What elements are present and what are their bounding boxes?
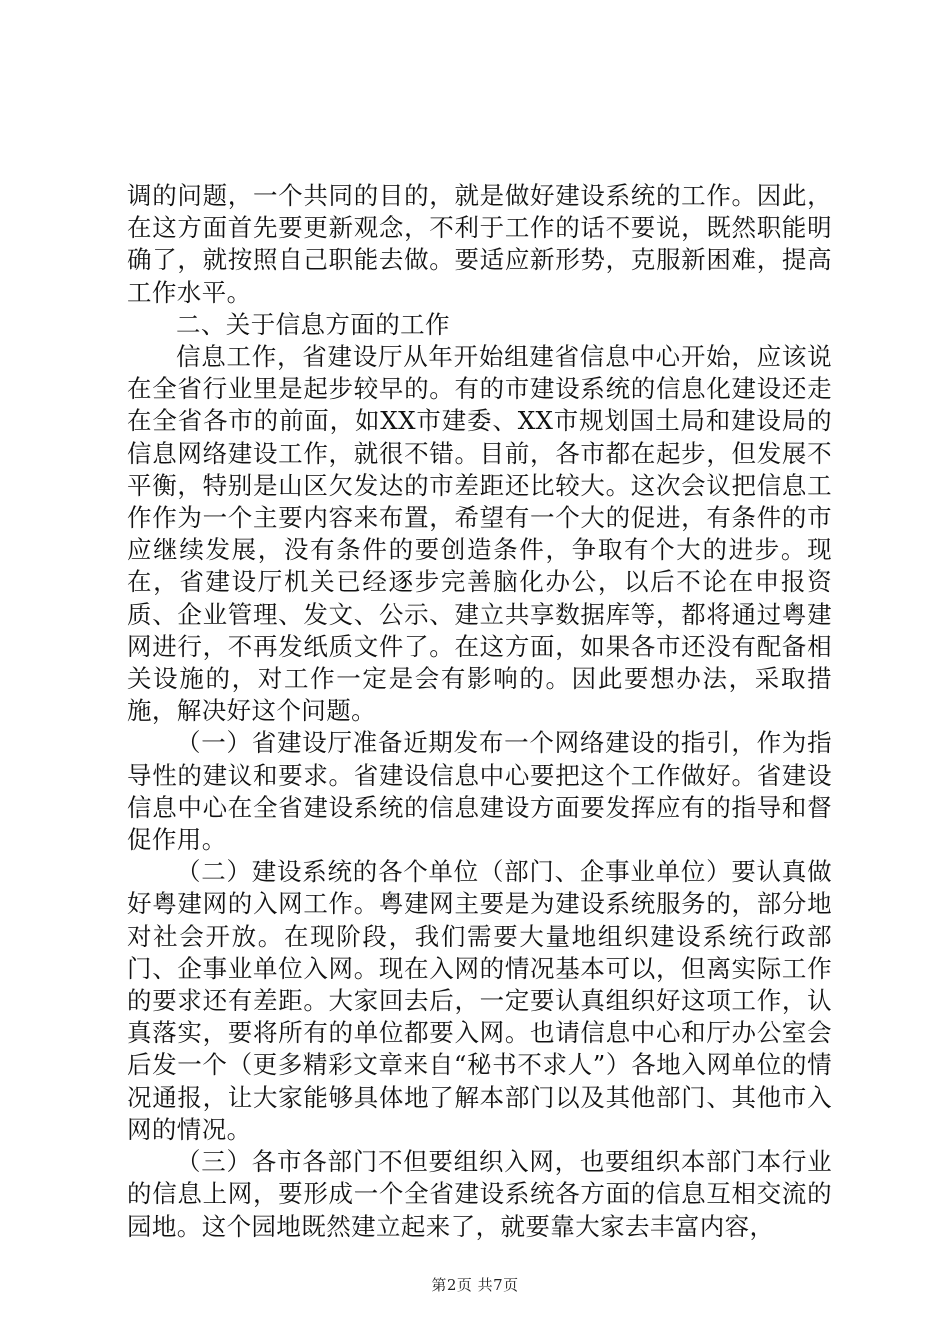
document-body	[127, 180, 832, 1243]
paragraph-item-3: （三）各市各部门不但要组织入网，也要组织本部门本行业的信息上网，要形成一个全省建设系统各方面的信息互相交流的园地。这个园地既然建立起来了，就要靠大家去丰富内容，	[127, 1147, 832, 1241]
paragraph-information-work: 信息工作，省建设厅从年开始组建省信息中心开始，应该说在全省行业里是起步较早的。有的市建设系统的信息化建设还走在全省各市的前面，如XX市建委、XX市规划国土局和建设局的信息网络建设工作，就很不错。目前，各市都在起步，但发展不平衡，特别是山区欠发达的市差距还比较大。这次会议把信息工作作为一个主要内容来布置，希望有一个大的促进，有条件的市应继续发展，没有条件的要创造条件，争取有个大的进步。现在，省建设厅机关已经逐步完善脑化办公，以后不论在申报资质、企业管理、发文、公示、建立共享数据库等，都将通过粤建网进行，不再发纸质文件了。在这方面，如果各市还没有配备相关设施的，对工作一定是会有影响的。因此要想办法，采取措施，解决好这个问题。	[127, 342, 832, 726]
paragraph-item-1: （一）省建设厅准备近期发布一个网络建设的指引，作为指导性的建议和要求。省建设信息中心要把这个工作做好。省建设信息中心在全省建设系统的信息建设方面要发挥应有的指导和督促作用。	[127, 728, 832, 855]
paragraph-continuation: 调的问题，一个共同的目的，就是做好建设系统的工作。因此，在这方面首先要更新观念，不利于工作的话不要说，既然职能明确了，就按照自己职能去做。要适应新形势，克服新困难，提高工作水平。	[127, 181, 832, 307]
paragraph-item-2: （二）建设系统的各个单位（部门、企事业单位）要认真做好粤建网的入网工作。粤建网主要是为建设系统服务的，部分地对社会开放。在现阶段，我们需要大量地组织建设系统行政部门、企事业单位入网。现在入网的情况基本可以，但离实际工作的要求还有差距。大家回去后，一定要认真组织好这项工作，认真落实，要将所有的单位都要入网。也请信息中心和厅办公室会后发一个（更多精彩文章来自“秘书不求人”）各地入网单位的情况通报，让大家能够具体地了解本部门以及其他部门、其他市入网的情况。	[127, 857, 832, 1144]
page-number-footer: 第2页 共7页	[431, 1276, 519, 1294]
section-heading-information-work: 二、关于信息方面的工作	[176, 309, 450, 339]
